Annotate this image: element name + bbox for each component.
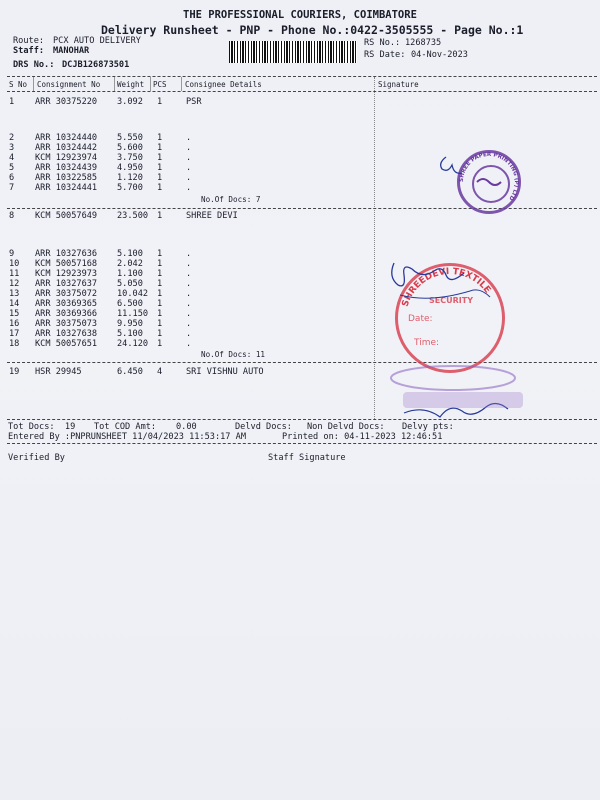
row-pcs: 1 — [157, 269, 163, 279]
row-pcs: 1 — [157, 163, 163, 173]
row-sno: 3 — [9, 143, 15, 153]
row-pcs: 1 — [157, 133, 163, 143]
stamp-date-label: Date: — [408, 314, 433, 324]
row-dot: . — [186, 183, 192, 193]
printed-on: Printed on: 04-11-2023 12:46:51 — [282, 432, 443, 442]
row-sno: 5 — [9, 163, 15, 173]
row-pcs: 1 — [157, 299, 163, 309]
row-pcs: 1 — [157, 329, 163, 339]
row-pcs: 1 — [157, 309, 163, 319]
stamp-security-text: SECURITY — [429, 296, 473, 305]
row-weight: 24.120 — [117, 339, 149, 349]
row-consignment: KCM 50057651 — [35, 339, 98, 349]
svg-text:SHREE PAPER PRINTING (P) LTD: SHREE PAPER PRINTING (P) LTD — [458, 151, 520, 202]
row-consignment: ARR 30369366 — [35, 309, 98, 319]
row-weight: 1.100 — [117, 269, 143, 279]
row-consignment: ARR 30375073 — [35, 319, 98, 329]
row-weight: 6.450 — [117, 367, 143, 377]
row-pcs: 1 — [157, 143, 163, 153]
footer-top-rule — [7, 419, 597, 420]
row-dot: . — [186, 279, 192, 289]
row-sno: 18 — [9, 339, 20, 349]
row-dot: . — [186, 259, 192, 269]
row-weight: 5.100 — [117, 249, 143, 259]
row-sno: 15 — [9, 309, 20, 319]
staff-value: MANOHAR — [53, 46, 90, 56]
row-pcs: 1 — [157, 289, 163, 299]
footer-bottom-rule — [7, 443, 597, 444]
group-docs-count: No.Of Docs: 11 — [201, 350, 266, 359]
company-name: THE PROFESSIONAL COURIERS, COIMBATORE — [183, 9, 417, 21]
row-sno: 12 — [9, 279, 20, 289]
row-dot: . — [186, 329, 192, 339]
row-sno: 8 — [9, 211, 15, 221]
row-consignment: ARR 10327638 — [35, 329, 98, 339]
group-docs-count: No.Of Docs: 7 — [201, 195, 261, 204]
faded-stamp-shape — [383, 360, 533, 415]
drs-label: DRS No.: — [13, 60, 55, 70]
col-sep-1 — [33, 77, 34, 91]
row-dot: . — [186, 269, 192, 279]
row-consignment: ARR 30375220 — [35, 97, 98, 107]
row-pcs: 4 — [157, 367, 163, 377]
row-sno: 9 — [9, 249, 15, 259]
row-pcs: 1 — [157, 339, 163, 349]
col-weight: Weight — [117, 80, 145, 89]
row-pcs: 1 — [157, 97, 163, 107]
row-consignment: ARR 10324442 — [35, 143, 98, 153]
col-signature: Signature — [378, 80, 419, 89]
row-sno: 17 — [9, 329, 20, 339]
row-dot: . — [186, 309, 192, 319]
row-dot: . — [186, 153, 192, 163]
row-weight: 1.120 — [117, 173, 143, 183]
stamp-ring-text — [393, 261, 507, 375]
row-weight: 5.550 — [117, 133, 143, 143]
row-sno: 6 — [9, 173, 15, 183]
row-sno: 10 — [9, 259, 20, 269]
row-weight: 5.600 — [117, 143, 143, 153]
row-sno: 16 — [9, 319, 20, 329]
rs-no-value: 1268735 — [405, 38, 442, 48]
rs-date-value: 04-Nov-2023 — [411, 50, 468, 60]
row-weight: 23.500 — [117, 211, 149, 221]
row-consignment: ARR 10327636 — [35, 249, 98, 259]
col-sep-2 — [114, 77, 115, 91]
row-sno: 14 — [9, 299, 20, 309]
row-dot: . — [186, 173, 192, 183]
route-value: PCX AUTO DELIVERY — [53, 36, 141, 46]
row-sno: 11 — [9, 269, 20, 279]
row-weight: 3.092 — [117, 97, 143, 107]
header-bottom-rule — [7, 91, 597, 92]
seal-ring-text — [455, 148, 523, 216]
total-cod-value: 0.00 — [176, 422, 197, 432]
table-row — [0, 340, 600, 350]
row-consignment: ARR 10327637 — [35, 279, 98, 289]
row-dot: . — [186, 339, 192, 349]
row-dot: . — [186, 143, 192, 153]
row-weight: 3.750 — [117, 153, 143, 163]
row-sno: 13 — [9, 289, 20, 299]
barcode — [229, 41, 357, 63]
total-docs: Tot Docs: 19 — [8, 422, 76, 432]
row-weight: 10.042 — [117, 289, 149, 299]
row-pcs: 1 — [157, 211, 163, 221]
faded-purple-stamp — [383, 360, 533, 415]
row-consignment: KCM 50057168 — [35, 259, 98, 269]
drs-value: DCJB126873501 — [62, 60, 130, 70]
row-consignment: KCM 50057649 — [35, 211, 98, 221]
row-pcs: 1 — [157, 173, 163, 183]
col-pcs: PCS — [153, 80, 167, 89]
col-sno: S No — [9, 80, 28, 89]
row-pcs: 1 — [157, 259, 163, 269]
svg-text:SHREEDEVI TEXTILE: SHREEDEVI TEXTILE — [400, 266, 493, 309]
row-weight: 11.150 — [117, 309, 149, 319]
delivered-docs-label: Delvd Docs: — [235, 422, 292, 432]
row-weight: 5.700 — [117, 183, 143, 193]
row-consignment: HSR 29945 — [35, 367, 82, 377]
verified-by: Verified By — [8, 453, 65, 463]
row-consignment: ARR 10324439 — [35, 163, 98, 173]
row-weight: 4.950 — [117, 163, 143, 173]
row-consignee: SRI VISHNU AUTO — [186, 367, 264, 377]
row-dot: . — [186, 133, 192, 143]
row-sno: 7 — [9, 183, 15, 193]
entered-by: Entered By :PNPRUNSHEET 11/04/2023 11:53:17 AM — [8, 432, 246, 442]
row-pcs: 1 — [157, 153, 163, 163]
rs-no-label: RS No.: — [364, 38, 401, 48]
row-weight: 9.950 — [117, 319, 143, 329]
non-delivered-docs-label: Non Delvd Docs: — [307, 422, 385, 432]
runsheet-title: Delivery Runsheet - PNP - Phone No.:0422-3505555 - Page No.:1 — [101, 23, 524, 37]
row-pcs: 1 — [157, 249, 163, 259]
row-weight: 6.500 — [117, 299, 143, 309]
row-pcs: 1 — [157, 319, 163, 329]
row-consignee: PSR — [186, 97, 202, 107]
row-consignee: SHREE DEVI — [186, 211, 238, 221]
table-row — [0, 98, 600, 108]
col-consignment: Consignment No — [37, 80, 101, 89]
stamp-time-label: Time: — [414, 338, 440, 348]
row-consignment: ARR 30369365 — [35, 299, 98, 309]
row-sno: 4 — [9, 153, 15, 163]
row-weight: 5.100 — [117, 329, 143, 339]
row-consignment: KCM 12923974 — [35, 153, 98, 163]
row-dot: . — [186, 249, 192, 259]
rs-date-label: RS Date: — [364, 50, 406, 60]
staff-label: Staff: — [13, 46, 45, 56]
row-consignment: ARR 10322585 — [35, 173, 98, 183]
row-pcs: 1 — [157, 183, 163, 193]
row-dot: . — [186, 299, 192, 309]
row-dot: . — [186, 163, 192, 173]
row-weight: 5.050 — [117, 279, 143, 289]
row-sno: 1 — [9, 97, 15, 107]
row-consignment: ARR 10324440 — [35, 133, 98, 143]
delivery-points-label: Delvy pts: — [402, 422, 454, 432]
row-consignment: ARR 30375072 — [35, 289, 98, 299]
row-sno: 2 — [9, 133, 15, 143]
row-weight: 2.042 — [117, 259, 143, 269]
header-top-rule — [7, 76, 597, 77]
col-sep-4 — [181, 77, 182, 91]
total-cod-label: Tot COD Amt: — [94, 422, 157, 432]
row-dot: . — [186, 289, 192, 299]
row-sno: 19 — [9, 367, 20, 377]
col-sep-3 — [150, 77, 151, 91]
row-consignment: ARR 10324441 — [35, 183, 98, 193]
row-consignment: KCM 12923973 — [35, 269, 98, 279]
route-label: Route: — [13, 36, 45, 46]
staff-signature: Staff Signature — [268, 453, 346, 463]
col-consignee: Consignee Details — [185, 80, 262, 89]
row-dot: . — [186, 319, 192, 329]
row-pcs: 1 — [157, 279, 163, 289]
